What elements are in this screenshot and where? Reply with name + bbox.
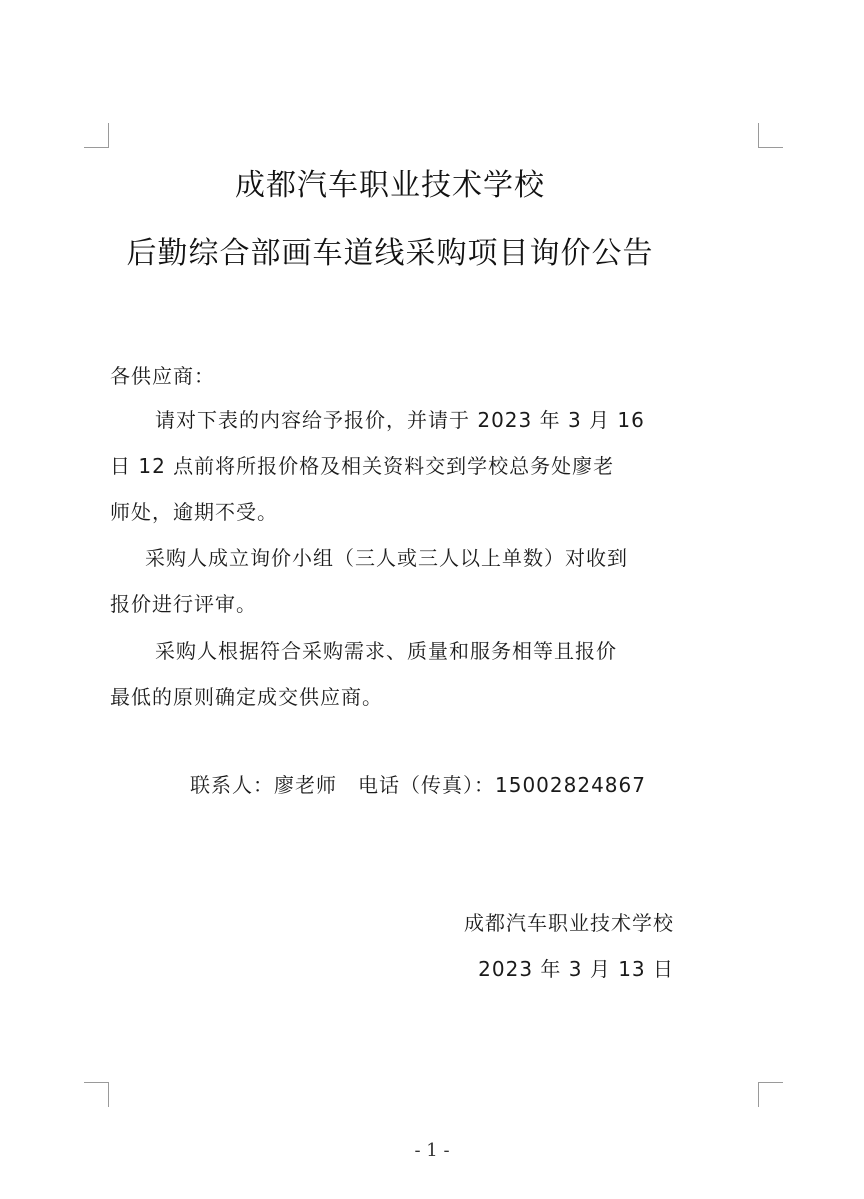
page-number: - 1 -	[414, 1140, 450, 1161]
paragraph1-line2: 日 12 点前将所报价格及相关资料交到学校总务处廖老	[110, 454, 615, 478]
crop-mark-top-right	[758, 123, 783, 148]
crop-mark-bottom-left	[84, 1082, 109, 1107]
document-title-line1: 成都汽车职业技术学校	[235, 168, 545, 203]
paragraph2-line1: 采购人成立询价小组（三人或三人以上单数）对收到	[145, 546, 628, 570]
document-title-line2: 后勤综合部画车道线采购项目询价公告	[126, 236, 654, 271]
paragraph1-line1: 请对下表的内容给予报价，并请于 2023 年 3 月 16	[155, 408, 645, 432]
signature-organization: 成都汽车职业技术学校	[464, 911, 674, 935]
crop-mark-bottom-right	[758, 1082, 783, 1107]
contact-info: 联系人：廖老师 电话（传真）：15002824867	[190, 773, 646, 797]
crop-mark-top-left	[84, 123, 109, 148]
signature-date: 2023 年 3 月 13 日	[478, 957, 674, 981]
paragraph1-line3: 师处，逾期不受。	[110, 500, 278, 524]
paragraph3-line1: 采购人根据符合采购需求、质量和服务相等且报价	[155, 639, 617, 663]
paragraph2-line2: 报价进行评审。	[110, 592, 257, 616]
salutation: 各供应商：	[110, 364, 215, 388]
paragraph3-line2: 最低的原则确定成交供应商。	[110, 685, 383, 709]
